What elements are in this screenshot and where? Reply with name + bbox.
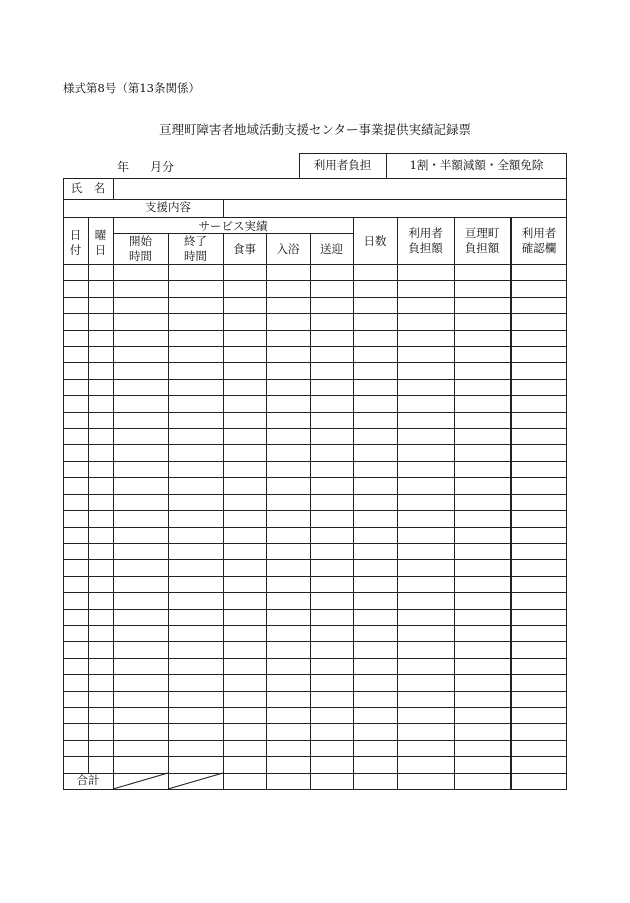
header-weekday: 曜 日 bbox=[94, 228, 107, 257]
support-label: 支援内容 bbox=[145, 200, 191, 214]
header-start: 開始 時間 bbox=[129, 234, 152, 263]
month-label: 月分 bbox=[150, 160, 175, 174]
header-service: サービス実績 bbox=[198, 219, 268, 233]
header-end: 終了 時間 bbox=[184, 234, 207, 263]
header-transport: 送迎 bbox=[320, 242, 343, 256]
header-town-burden: 亘理町 負担額 bbox=[464, 226, 500, 255]
burden-options[interactable]: 1割・半額減額・全額免除 bbox=[409, 158, 544, 172]
name-label: 氏 名 bbox=[70, 181, 106, 195]
start-diagonal bbox=[113, 773, 168, 789]
header-meal: 食事 bbox=[233, 242, 256, 256]
header-bath: 入浴 bbox=[276, 242, 300, 256]
total-label: 合計 bbox=[76, 773, 100, 787]
year-label: 年 bbox=[117, 160, 130, 174]
header-user-burden: 利用者 負担額 bbox=[408, 226, 443, 255]
form-number-label: 様式第8号（第13条関係） bbox=[63, 81, 200, 95]
header-days: 日数 bbox=[363, 234, 387, 248]
document-title: 亘理町障害者地域活動支援センター事業提供実績記録票 bbox=[158, 122, 471, 137]
header-confirm: 利用者 確認欄 bbox=[521, 226, 557, 255]
burden-label: 利用者負担 bbox=[313, 158, 372, 172]
end-diagonal bbox=[168, 773, 223, 789]
header-date: 日 付 bbox=[69, 228, 82, 257]
